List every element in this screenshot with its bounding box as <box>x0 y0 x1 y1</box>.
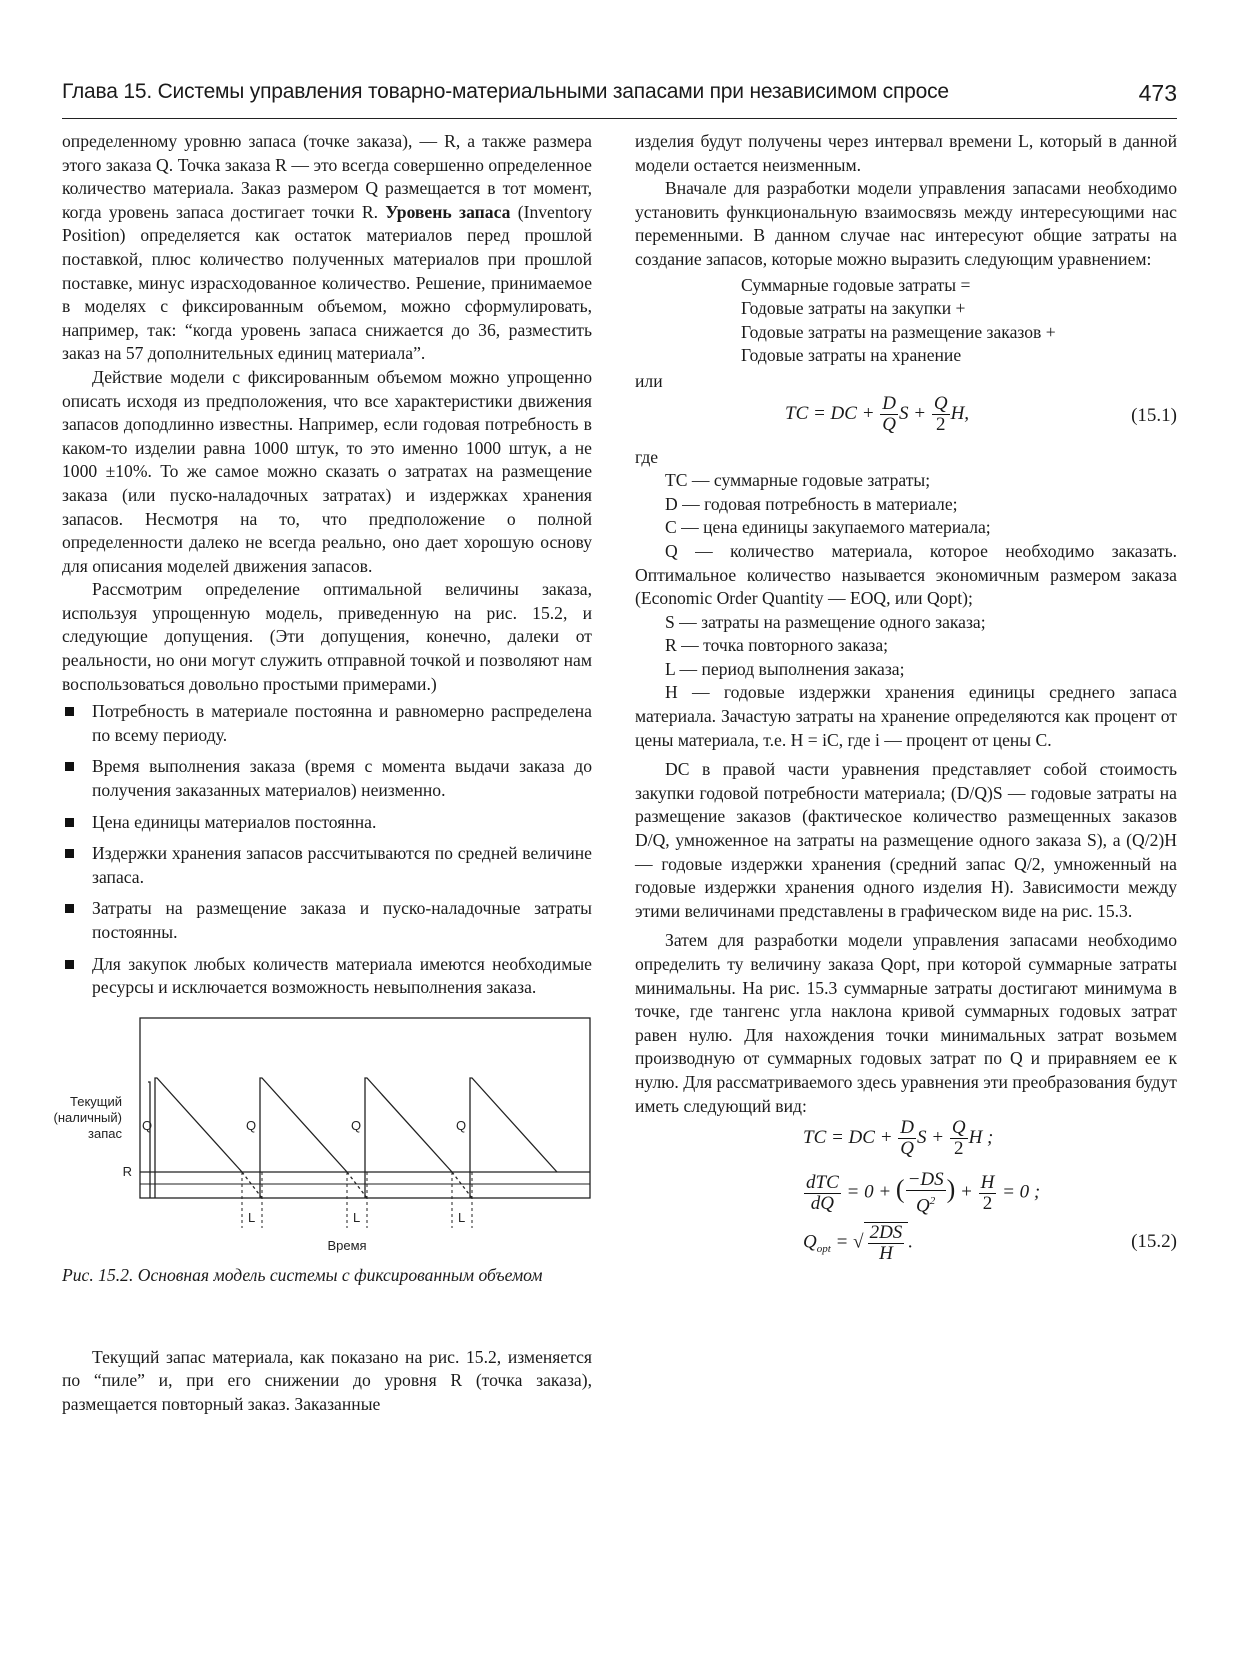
definition: C — цена единицы закупаемого материала; <box>665 517 991 538</box>
list-item-text: Время выполнения заказа (время с момента выдачи заказа до получения заказанных материалов) неизменно. <box>92 756 592 801</box>
list-item <box>62 842 592 889</box>
l-label: L <box>248 1209 256 1225</box>
y-axis-label-line-1: Текущий <box>70 1093 122 1109</box>
definition: TC — суммарные годовые затраты; <box>665 470 931 491</box>
tooth-tail <box>452 1172 472 1198</box>
y-axis-label-line-2: (наличный) <box>53 1109 122 1125</box>
l-label: L <box>458 1209 466 1225</box>
equation-15-1: TC = DC + $\frac{D}{Q}$ S + $\frac{Q}{2}$ H, (15.1) <box>785 392 1177 435</box>
running-header <box>62 78 1177 119</box>
caption-text: Рис. 15.2. Основная модель системы с фиксированным объемом <box>62 1264 543 1285</box>
list-item-text: Для закупок любых количеств материала имеются необходимые ресурсы и исключается возможность невыполнения заказа. <box>92 953 592 998</box>
tooth <box>260 1078 347 1198</box>
list-item-text: Потребность в материале постоянна и равномерно распределена по всему периоду. <box>92 701 592 745</box>
term-bold: Уровень запаса <box>385 201 511 222</box>
definition: D — годовая потребность в материале; <box>665 493 958 514</box>
paragraph: Вначале для разработки модели управления запасами необходимо установить функциональную взаимосвязь между интересующими нас переменными. В данном случае нас интересуют общие затраты на создание запасов, которые можно выразить следующим уравнением: <box>635 178 1177 269</box>
tooth-tail <box>347 1172 367 1198</box>
tooth <box>155 1078 242 1198</box>
paragraph: Текущий запас материала, как показано на рис. 15.2, изменяется по “пиле” и, при его снижении до уровня R (точка заказа), размещается повторный заказ. Заказанные <box>62 1346 592 1414</box>
paragraph: DC в правой части уравнения представляет собой стоимость закупки годовой потребности материала; (D/Q)S — годовые затраты на размещение заказов (фактическое количество размещенных заказов D/Q, умноженное на затраты на размещение одного заказа S), а (Q/2)H — годовые издержки хранения (средний запас Q/2, умноженный на годовые издержки хранения одного изделия H). Зависимости между этими величинами представлены в графическом виде на рис. 15.3. <box>635 759 1177 921</box>
list-item-text: Затраты на размещение заказа и пуско-наладочные затраты постоянны. <box>92 898 592 942</box>
list-item-text: Издержки хранения запасов рассчитываются по средней величине запаса. <box>92 843 592 887</box>
figure-15-2 <box>53 1018 592 1318</box>
paragraph: Затем для разработки модели управления запасами необходимо определить ту величину заказа Qopt, при которой суммарные затраты минимальны. На рис. 15.3 суммарные затраты достигают минимума в точке, где тангенс угла наклона кривой суммарных годовых затрат равен нулю. Для нахождения точки минимальных затрат возьмем производную от суммарных годовых затрат по Q и приравняем ее к нулю. Для рассматриваемого здесь уравнения эти преобразования будут иметь следующий вид: <box>635 930 1177 1116</box>
cost-line: Годовые затраты на размещение заказов + <box>741 321 1056 342</box>
paragraph-text: определенному уровню запаса (точке заказа), — R, а также размера этого заказа Q. Точка заказа R — это всегда совершенно определенное количество материала. Заказ размером Q размещается в тот момент, когда уровень запаса достигает точки R. <box>62 131 592 222</box>
tooth <box>470 1078 557 1198</box>
paragraph: изделия будут получены через интервал времени L, который в данной модели остается неизменным. <box>635 131 1177 175</box>
list-item <box>62 953 592 1000</box>
list-item <box>62 755 592 802</box>
bullet-square-icon <box>65 849 74 858</box>
paragraph <box>62 130 592 366</box>
list-item-text: Цена единицы материалов постоянна. <box>92 811 377 832</box>
r-label: R <box>122 1163 132 1179</box>
equation-number: (15.1) <box>1131 404 1177 426</box>
x-axis-label: Время <box>327 1237 367 1253</box>
tooth-tail <box>242 1172 262 1198</box>
chapter-title: Глава 15. Системы управления товарно-материальными запасами при независимом спросе <box>62 80 949 103</box>
bullet-square-icon <box>65 762 74 771</box>
bullet-square-icon <box>65 904 74 913</box>
equation-number: (15.2) <box>1131 1231 1177 1253</box>
list-item <box>62 811 592 835</box>
q-label: Q <box>351 1117 362 1133</box>
bullet-square-icon <box>65 818 74 827</box>
definition: L — период выполнения заказа; <box>665 658 905 679</box>
bullet-square-icon <box>65 960 74 969</box>
q-label: Q <box>246 1117 257 1133</box>
page-number: 473 <box>1138 80 1177 106</box>
cost-line: Суммарные годовые затраты = <box>741 274 971 295</box>
tooth-edge <box>148 1082 150 1198</box>
definition: S — затраты на размещение одного заказа; <box>665 611 986 632</box>
cost-line: Годовые затраты на хранение <box>741 345 962 366</box>
cost-equation-words <box>635 274 1177 368</box>
bullet-square-icon <box>65 707 74 716</box>
figure-caption <box>62 1264 592 1288</box>
l-label: L <box>353 1209 361 1225</box>
list-item <box>62 897 592 944</box>
variable-definitions <box>635 469 1177 752</box>
definition: Q — количество материала, которое необходимо заказать. Оптимальное количество называется экономичным размером заказа (Economic Order Quantity — EOQ, или Qopt); <box>635 540 1177 609</box>
sawtooth-teeth <box>148 1078 557 1198</box>
q-label: Q <box>142 1117 153 1133</box>
equation-15-2: TC = DC + $\frac{D}{Q}$ S + $\frac{Q}{2}$ H ; $\frac{\text{dTC}}{dQ}$ = 0 + ( $\frac{-DS}{Q^2}$ ) + $\frac{H}{2}$ = 0 ; $Q_{opt}$ = √ $\frac{2DS}{H}$ . (15.2) <box>803 1117 1177 1265</box>
cost-line: Годовые затраты на закупки + <box>741 298 966 319</box>
left-column <box>53 130 592 1417</box>
paragraph: Действие модели с фиксированным объемом можно упрощенно описать исходя из предположения, что все характеристики движения запасов доподлинно известны. Например, если годовая потребность в каком-то изделии равна 1000 штук, то это именно 1000 штук, а не 1000 ±10%. То же самое можно сказать о затратах на размещение заказа (или пуско-наладочных затратах) и издержках хранения запасов. Несмотря на то, что предположение о полной определенности далеко не всегда реально, оно дает хорошую основу для описания моделей движения запасов. <box>62 366 592 576</box>
paragraph: Рассмотрим определение оптимальной величины заказа, используя упрощенную модель, приведенную на рис. 15.2, и следующие допущения. (Эти допущения, конечно, далеки от реальности, но они могут служить отправной точкой и позволяют нам воспользоваться довольно простыми примерами.) <box>62 579 592 694</box>
connective-text: или <box>635 370 663 391</box>
assumptions-list <box>62 700 592 1000</box>
y-axis-label-line-3: запас <box>88 1125 122 1141</box>
definition: H — годовые издержки хранения единицы среднего запаса материала. Зачастую затраты на хранение определяются как процент от цены материала, т.е. H = iC, где i — процент от цены C. <box>635 682 1177 750</box>
list-item <box>62 700 592 747</box>
paragraph-text: (Inventory Position) определяется как остаток материалов перед прошлой поставкой, плюс количество полученных материалов при прошлой поставке, минус израсходованное количество. Решение, принимаемое в моделях с фиксированным объемом, можно сформулировать, например, так: “когда уровень запаса снижается до 36, разместить заказ на 57 дополнительных единиц материала”. <box>62 201 592 364</box>
q-label: Q <box>456 1117 467 1133</box>
definition: R — точка повторного заказа; <box>665 635 889 656</box>
right-column <box>635 130 1177 1274</box>
tooth <box>365 1078 452 1198</box>
connective-text: где <box>635 446 659 467</box>
